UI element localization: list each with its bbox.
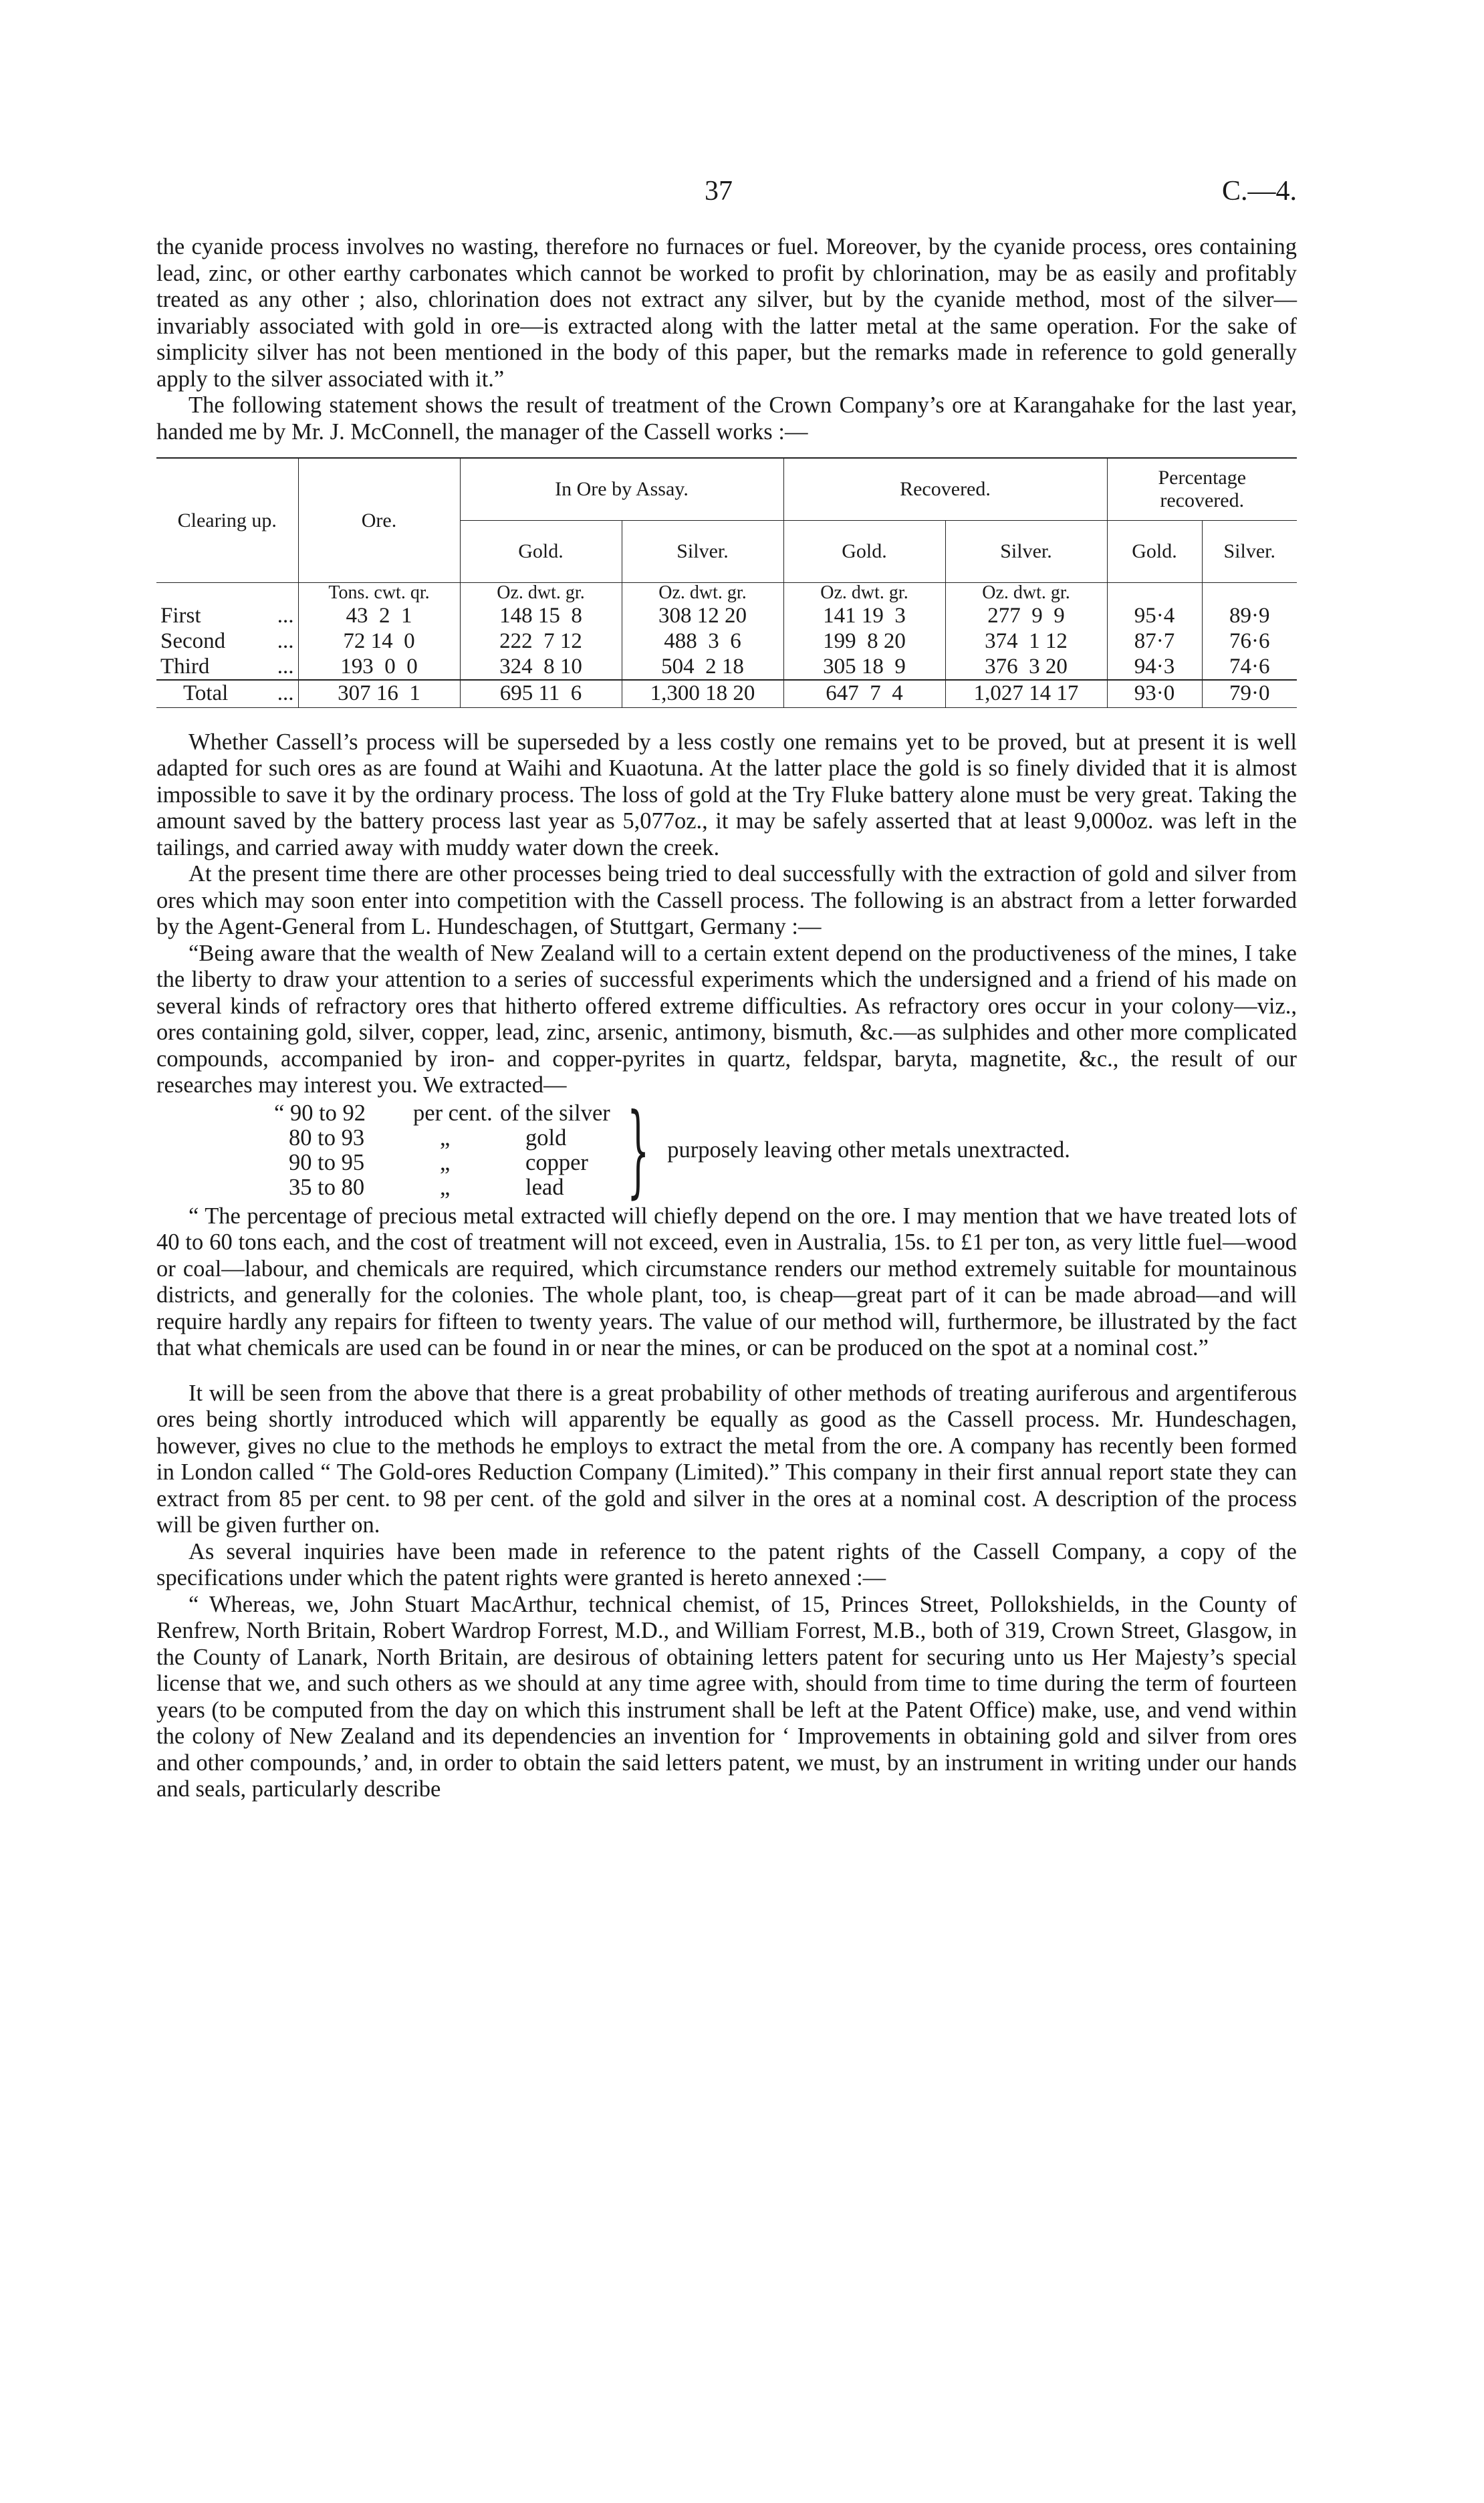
cell-percentage-silver: 89·9 — [1202, 603, 1297, 628]
cell-recovered-gold: 305 18 9 — [783, 654, 945, 680]
unit-ore: Tons. cwt. qr. — [298, 583, 460, 604]
extraction-list — [274, 1092, 1297, 1209]
treatment-results-table — [156, 457, 1297, 708]
right-brace: } — [626, 1092, 650, 1209]
cell-percentage-gold: 95·4 — [1107, 603, 1202, 628]
cell-percentage-gold: 87·7 — [1107, 628, 1202, 654]
list-item: “ 90 to 92 per cent. of the silver — [274, 1100, 610, 1126]
cell-assay-silver: 504 2 18 — [622, 654, 783, 680]
cell-ore: 43 2 1 — [298, 603, 460, 628]
cell-percentage-gold: 93·0 — [1107, 680, 1202, 707]
document-reference: C.—4. — [1221, 176, 1297, 207]
paragraph-cyanide: the cyanide process involves no wasting, therefore no furnaces or fuel. Moreover, by the cyanide process, ores containing lead, zinc, or other earthy carbonates which cannot be worked to profit by chlorination, may be as easily and profitably treated as any other ; also, chlorination does not extract any silver, but by the cyanide method, most of the silver—invariably associated with gold in ore—is extracted along with the latter metal at the same operation. For the sake of simplicity silver has not been mentioned in the body of this paper, but the remarks made in reference to gold generally apply to the silver associated with it.” — [156, 234, 1297, 392]
page-body — [156, 234, 1297, 1803]
unit-recovered-silver: Oz. dwt. gr. — [945, 583, 1107, 604]
header-recovered-gold: Gold. — [783, 521, 945, 583]
cell-recovered-gold: 141 19 3 — [783, 603, 945, 628]
cell-assay-silver: 488 3 6 — [622, 628, 783, 654]
paragraph-other-processes: At the present time there are other processes being tried to deal successfully with the extraction of gold and silver from ores which may soon enter into competition with the Cassell process. The following is an abstract from a letter forwarded by the Agent-General from L. Hundeschagen, of Stuttgart, Germany :— — [156, 861, 1297, 939]
row-label: First ... — [160, 604, 294, 628]
row-label: Total ... — [183, 681, 294, 705]
cell-assay-gold: 324 8 10 — [460, 654, 622, 680]
header-in-ore-by-assay: In Ore by Assay. — [460, 458, 783, 521]
paragraph-other-methods: It will be seen from the above that there is a great probability of other methods of treating auriferous and argentiferous ores being shortly introduced which will apparently be equally as good as the Cassell process. Mr. Hundeschagen, however, gives no clue to the methods he employs to extract the metal from the ore. A company has recently been formed in London called “ The Gold-ores Reduction Company (Limited).” This company in their first annual report state they can extract from 85 per cent. to 98 per cent. of the gold and silver in the ores at a nominal cost. A description of the process will be given further on. — [156, 1380, 1297, 1538]
unit-assay-gold: Oz. dwt. gr. — [460, 583, 622, 604]
cell-recovered-silver: 1,027 14 17 — [945, 680, 1107, 707]
header-recovered: Recovered. — [783, 458, 1107, 521]
extraction-rows — [274, 1101, 610, 1200]
table-row — [156, 654, 1297, 680]
paragraph-statement-intro: The following statement shows the result of treatment of the Crown Company’s ore at Karangahake for the last year, handed me by Mr. J. McConnell, the manager of the Cassell works :— — [156, 392, 1297, 445]
list-item: 35 to 80 „ lead — [289, 1174, 564, 1200]
paragraph-cassell-process: Whether Cassell’s process will be superseded by a less costly one remains yet to be proved, but at present it is well adapted for such ores as are found at Waihi and Kuaotuna. At the latter place the gold is so finely divided that it is almost impossible to save it by the ordinary process. The loss of gold at the Try Fluke battery alone must be very great. Taking the amount saved by the battery process last year as 5,077oz., it may be safely asserted that at least 9,000oz. was left in the tailings, and carried away with muddy water down the creek. — [156, 729, 1297, 860]
paragraph-hundeschagen-letter: “Being aware that the wealth of New Zealand will to a certain extent depend on the productiveness of the mines, I take the liberty to draw your attention to a series of successful experiments which the undersigned and a friend of his made on several kinds of refractory ores that hitherto offered extreme difficulties. As refractory ores occur in your colony—viz., ores containing gold, silver, copper, lead, zinc, arsenic, antimony, bismuth, &c.—as sulphides and other more complicated compounds, accompanied by iron- and copper-pyrites in quartz, feldspar, baryta, magnetite, &c., the result of our researches may interest you. We extracted— — [156, 940, 1297, 1098]
cell-ore: 193 0 0 — [298, 654, 460, 680]
header-percentage-recovered: Percentage recovered. — [1107, 458, 1297, 521]
header-recovered-silver: Silver. — [945, 521, 1107, 583]
cell-percentage-gold: 94·3 — [1107, 654, 1202, 680]
header-clearing-up: Clearing up. — [156, 458, 298, 583]
cell-assay-gold: 695 11 6 — [460, 680, 622, 707]
cell-assay-gold: 222 7 12 — [460, 628, 622, 654]
paragraph-patent-specification: “ Whereas, we, John Stuart MacArthur, technical chemist, of 15, Princes Street, Pollokshields, in the County of Renfrew, North Britain, Robert Wardrop Forrest, M.D., and William Forrest, M.B., both of 319, Crown Street, Glasgow, in the County of Lanark, North Britain, are desirous of obtaining letters patent for securing unto us Her Majesty’s special license that we, and such others as we should at any time agree with, should from time to time during the term of fourteen years (to be computed from the day on which this instrument shall be left at the Patent Office) make, use, and vend within the colony of New Zealand and its dependencies an invention for ‘ Improvements in obtaining gold and silver from ores and other compounds,’ and, in order to obtain the said letters patent, we must, by an instrument in writing under our hands and seals, particularly describe — [156, 1591, 1297, 1802]
unit-assay-silver: Oz. dwt. gr. — [622, 583, 783, 604]
header-percentage-gold: Gold. — [1107, 521, 1202, 583]
cell-recovered-silver: 374 1 12 — [945, 628, 1107, 654]
table-row — [156, 603, 1297, 628]
header-assay-gold: Gold. — [460, 521, 622, 583]
cell-percentage-silver: 79·0 — [1202, 680, 1297, 707]
extraction-note: purposely leaving other metals unextracted. — [667, 1137, 1070, 1163]
row-label: Third ... — [160, 654, 294, 679]
unit-recovered-gold: Oz. dwt. gr. — [783, 583, 945, 604]
cell-percentage-silver: 76·6 — [1202, 628, 1297, 654]
paragraph-patent-inquiries: As several inquiries have been made in reference to the patent rights of the Cassell Company, a copy of the specifications under which the patent rights were granted is hereto annexed :— — [156, 1538, 1297, 1590]
header-ore: Ore. — [298, 458, 460, 583]
list-item: 80 to 93 „ gold — [289, 1124, 567, 1151]
table-row — [156, 628, 1297, 654]
cell-recovered-gold: 199 8 20 — [783, 628, 945, 654]
cell-assay-silver: 1,300 18 20 — [622, 680, 783, 707]
row-label: Second ... — [160, 629, 294, 653]
cell-ore: 307 16 1 — [298, 680, 460, 707]
cell-recovered-gold: 647 7 4 — [783, 680, 945, 707]
cell-assay-gold: 148 15 8 — [460, 603, 622, 628]
table-row-total — [156, 680, 1297, 707]
cell-ore: 72 14 0 — [298, 628, 460, 654]
page-header — [156, 175, 1297, 215]
header-assay-silver: Silver. — [622, 521, 783, 583]
list-item: 90 to 95 „ copper — [289, 1149, 588, 1175]
cell-assay-silver: 308 12 20 — [622, 603, 783, 628]
header-percentage-silver: Silver. — [1202, 521, 1297, 583]
paragraph-cost-of-treatment: “ The percentage of precious metal extracted will chiefly depend on the ore. I may mention that we have treated lots of 40 to 60 tons each, and the cost of treatment will not exceed, even in Australia, 15s. to £1 per ton, as very little fuel—wood or coal—labour, and chemicals are required, which circumstance renders our method extremely suitable for mountainous districts, and generally for the colonies. The whole plant, too, is cheap—great part of it can be made abroad—and will require hardly any repairs for fifteen to twenty years. The value of our method will, furthermore, be illustrated by the fact that what chemicals are used can be found in or near the mines, or can be produced on the spot at a nominal cost.” — [156, 1203, 1297, 1360]
cell-percentage-silver: 74·6 — [1202, 654, 1297, 680]
cell-recovered-silver: 277 9 9 — [945, 603, 1107, 628]
cell-recovered-silver: 376 3 20 — [945, 654, 1107, 680]
page-number: 37 — [705, 176, 733, 207]
